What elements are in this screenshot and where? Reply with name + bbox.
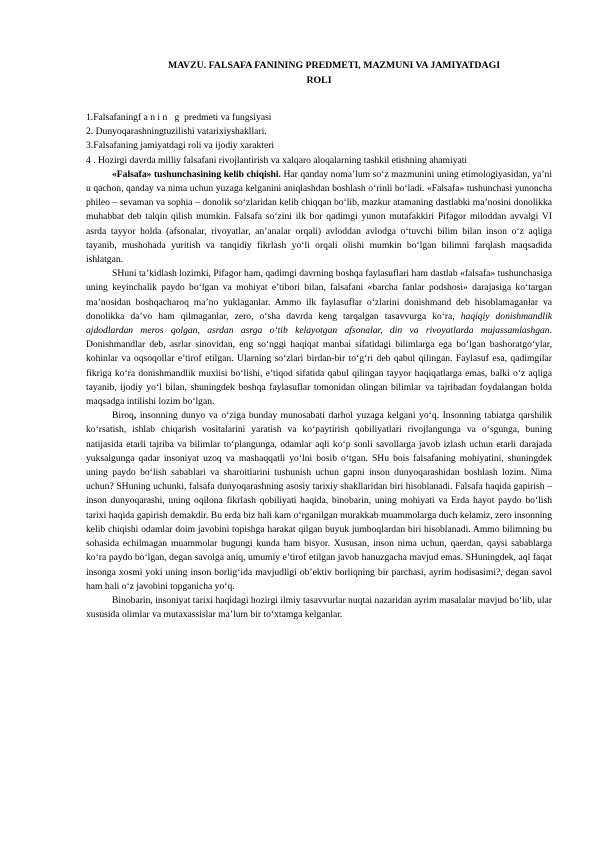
paragraph-4-text: Binobarin, insoniyat tarixi haqidagi hozirgi ilmiy tasavvurlar nuqtai nazaridan ayrim masalalar mavjud bo‘lib, ular xususida olimlar va mutaxassislar ma’lum bir to‘xtamga kelganlar. xyxy=(86,594,552,621)
topic-outline xyxy=(86,111,552,168)
page-title xyxy=(86,58,552,88)
paragraph-3-bold-comma: , xyxy=(133,410,137,422)
paragraph-2 xyxy=(86,267,552,409)
paragraph-3-lead: Biroq xyxy=(112,410,134,422)
paragraph-1-heading: «Falsafa» tushunchasining kelib chiqishi. xyxy=(112,168,281,180)
paragraph-1-text: Har qanday noma’lum so‘z mazmunini uning etimologiyasidan, ya’ni u qachon, qanday va nima uchun yuzaga kelganini aniqlashdan boshlash o‘rinli bo‘ladi. «Falsafa» tushunchasi yunoncha phileo – sevaman va sophia – donolik so‘zlaridan kelib chiqqan bo‘lib, mazkur atamaning dastlabki ma’nosini donolikka muhabbat deb talqin qilish mumkin. Falsafa so‘zini ilk bor qadimgi yunon mutafakkiri Pifagor miloddan avvalgi VI asrda tayyor holda (afsonalar, rivoyatlar, an’analar orqali) avloddan avlodga o‘tuvchi bilim bilan inson o‘z aqliga tayanib, mushohada yuritish va tanqidiy fikrlash yo‘li orqali olishi mumkin bo‘lgan bilimni farqlash maqsadida ishlatgan. xyxy=(86,168,552,266)
outline-item-3: 3.Falsafaning jamiyatdagi roli va ijodiy xarakteri xyxy=(86,140,275,152)
paragraph-3-text: insonning dunyo va o‘ziga bunday munosabati darhol yuzaga kelgani yo‘q. Insonning tabiatga qarshilik ko‘rsatish, ishlab chiqarish vositalarini yaratish va ko‘paytirish qobiliyatlari rivojlangunga va o‘sgunga, buning natijasida etarli tajriba va bilimlar to‘plangunga, odamlar aqli ko‘p sonli savollarga javob izlash uchun etarli darajada yuksalgunga qadar insoniyat uzoq va mashaqqatli yo‘lni bosib o‘tgan. SHu bois falsafaning mohiyatini, shuningdek uning paydo bo‘lish sabablari va sharoitlarini tushunish uchun gapni inson dunyoqarashidan boshlash lozim. Nima uchun? SHuning uchunki, falsafa dunyoqarashning asosiy tarixiy shakllaridan biri hisoblanadi. Falsafa haqida gapirish – inson dunyoqarashi, uning oqilona fikrlash qobiliyati haqida, binobarin, uning mohiyati va Erda hayot paydo bo‘lish tarixi haqida gapirish demakdir. Bu erda biz hali kam o‘rganilgan murakkab muammolarga duch kelamiz, zero insonning kelib chiqishi odamlar doim javobini topishga harakat qilgan buyuk jumboqlardan biri hisoblanadi. Ammo bilimning bu sohasida echilmagan muammolar bugungi kunda ham bisyor. Xususan, inson nima uchun, qaerdan, qaysi sabablarga ko‘ra paydo bo‘lgan, degan savolga aniq, umumiy e’tirof etilgan javob hanuzgacha mavjud emas. SHuningdek, aql faqat insonga xosmi yoki uning inson borlig‘ida mavjudligi ob’ektiv borliqning bir parchasi, ayrim hodisasimi?, degan savol ham hali o‘z javobini topganicha yo‘q. xyxy=(86,410,552,592)
paragraph-2-italic: haqiqiy donishmandlik ajdodlardan meros qolgan, asrdan asrga o‘tib kelayotgan afsonalar, din va rivoyatlarda mujassamlashgan xyxy=(86,310,552,337)
title-line-1: MAVZU. FALSAFA FANINING PREDMETI, MAZMUNI VA JAMIYATDAGI xyxy=(167,60,501,71)
outline-item-2: 2. Dunyoqarashningtuzilishi vatarixiyshakllari. xyxy=(86,126,267,138)
paragraph-3 xyxy=(86,409,552,594)
paragraph-2-text-cont: . Donishmandlar deb, asrlar sinovidan, eng so‘nggi haqiqat manbai sifatidagi bilimlarga ega bo‘lgan bashoratgo‘ylar, kohinlar va oqsoqollar e’tirof etilgan. Ularning so‘zlari birdan-bir to‘g‘ri deb qabul qilingan. Faylasuf esa, qadimgilar fikriga ko‘ra donishmandlik muxlisi bo‘lishi, e’tiqod sifatida qabul qilingan tayyor haqiqatlarga emas, balki o‘z aqliga tayanib, ijodiy yo‘l bilan, shuningdek boshqa faylasuflar tomonidan olingan bilimlar va tajribadan foydalangan holda maqsadga intilishi lozim bo‘lgan. xyxy=(86,325,552,408)
paragraph-2-text: SHuni ta’kidlash lozimki, Pifagor ham, qadimgi davrning boshqa faylasuflari ham dastlab «falsafa» tushunchasiga uning keyinchalik paydo bo‘lgan va mohiyat e’tibori bilan, falsafani «barcha fanlar podshosi» darajasiga ko‘targan ma’nosidan boshqacharoq ma’no yuklaganlar. Ammo ilk faylasuflar o‘zlarini donishmand deb hisoblamaganlar va donolikka da’vo ham qilmaganlar, zero, o‘sha davrda keng tarqalgan tasavvurga ko‘ra, xyxy=(86,268,552,322)
outline-item-4: 4 . Hozirgi davrda milliy falsafani rivojlantirish va xalqaro aloqalarning tashkil etishning ahamiyati xyxy=(86,154,468,166)
paragraph-4 xyxy=(86,594,552,622)
outline-item-1-spaced: fanin g xyxy=(137,112,182,123)
outline-item-1-suffix: predmeti va fungsiyasi xyxy=(181,112,272,123)
title-line-2: ROLI xyxy=(306,75,332,86)
paragraph-1 xyxy=(86,168,552,267)
outline-item-1 xyxy=(86,111,552,125)
document-page xyxy=(86,58,552,622)
outline-item-1-prefix: 1.Falsafaning xyxy=(86,112,138,123)
